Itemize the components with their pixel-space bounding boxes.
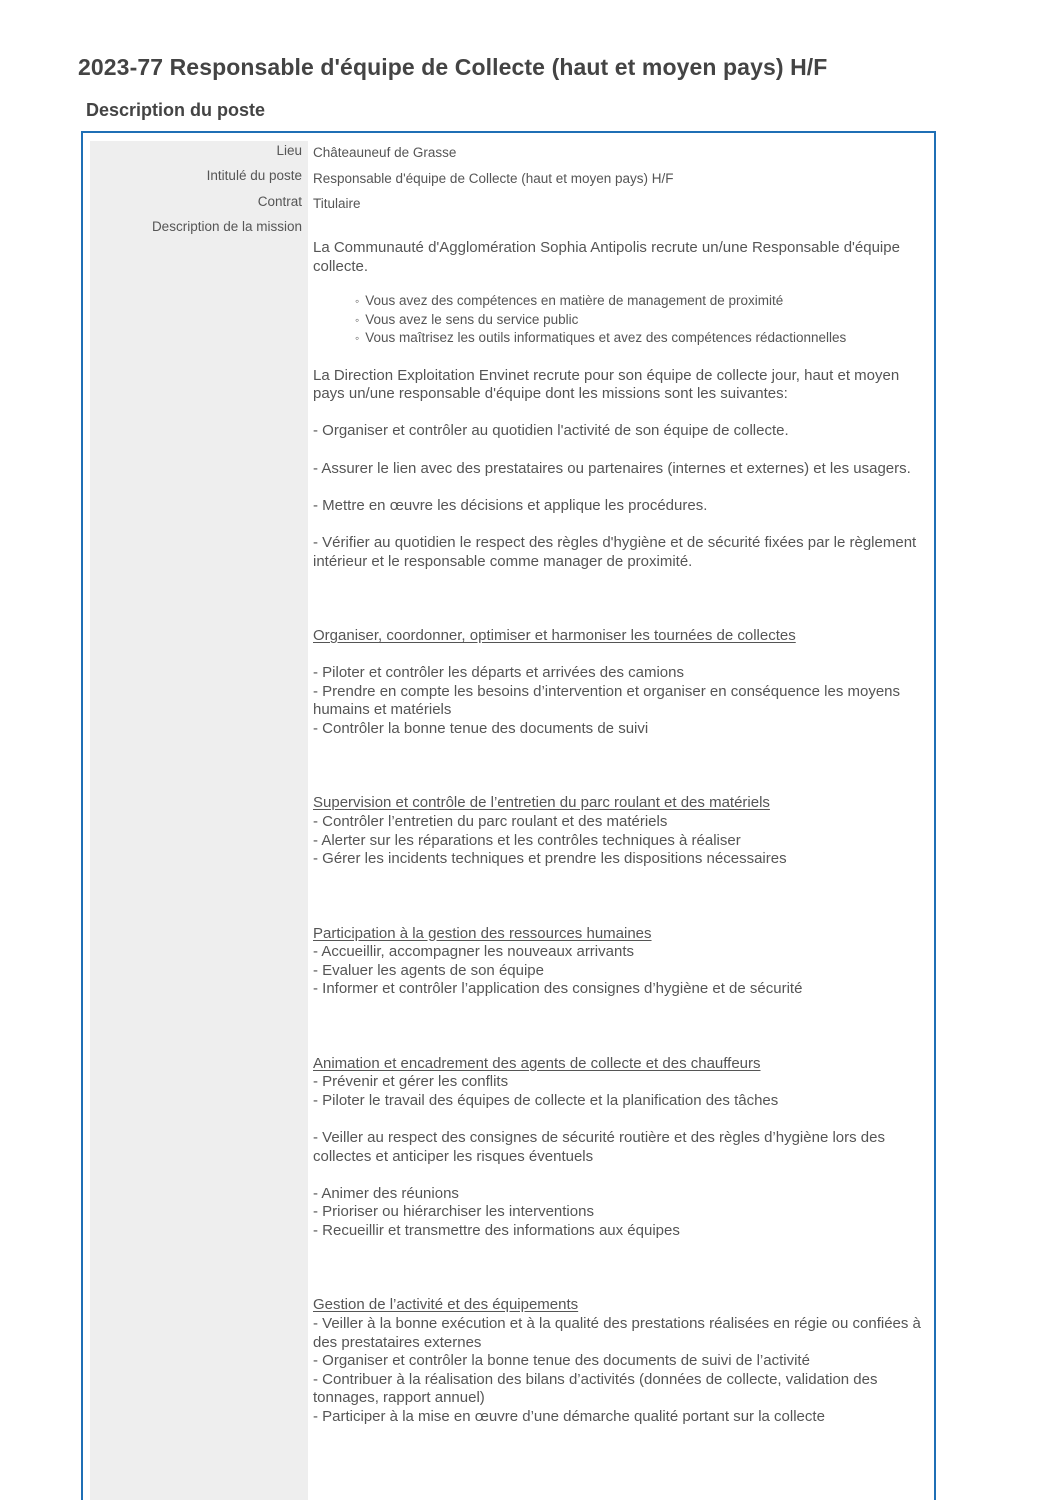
list-item: - Prévenir et gérer les conflits: [313, 1073, 509, 1091]
section-heading-animation: Animation et encadrement des agents de collecte et des chauffeurs: [313, 1054, 761, 1072]
section-heading-ressources-humaines: Participation à la gestion des ressources humaines: [313, 924, 652, 942]
list-item: - Prendre en compte les besoins d’intervention et organiser en conséquence les moyens humains et matériels: [313, 682, 901, 719]
list-item: - Piloter et contrôler les départs et arrivées des camions: [313, 664, 684, 682]
lieu-label: Lieu: [276, 143, 302, 158]
list-item: - Recueillir et transmettre des informations aux équipes: [313, 1222, 680, 1240]
label-column: [90, 141, 308, 1500]
list-item: - Informer et contrôler l’application des consignes d’hygiène et de sécurité: [313, 980, 803, 998]
list-item: - Gérer les incidents techniques et prendre les dispositions nécessaires: [313, 850, 787, 868]
list-item: - Participer à la mise en œuvre d’une démarche qualité portant sur la collecte: [313, 1408, 825, 1426]
list-item: - Contribuer à la réalisation des bilans d’activités (données de collecte, validation des tonnages, rapport annuel): [313, 1370, 878, 1407]
lieu-value: Châteauneuf de Grasse: [313, 145, 457, 160]
list-item: - Veiller à la bonne exécution et à la qualité des prestations réalisées en régie ou confiées à des prestataires externes: [313, 1315, 921, 1351]
section-heading-parc-roulant: Supervision et contrôle de l’entretien du parc roulant et des matériels: [313, 794, 770, 812]
list-item: ◦ Vous maîtrisez les outils informatiques et avez des compétences rédactionnelles: [355, 329, 928, 348]
job-description-panel: [81, 131, 936, 1500]
contrat-label: Contrat: [257, 194, 302, 209]
page-title: 2023-77 Responsable d'équipe de Collecte (haut et moyen pays) H/F: [78, 54, 828, 80]
list-item: - Piloter le travail des équipes de collecte et la planification des tâches: [313, 1091, 779, 1109]
section-heading-gestion-activite: Gestion de l’activité et des équipements: [313, 1296, 579, 1314]
contrat-value: Titulaire: [313, 196, 361, 211]
mission-label: Description de la mission: [151, 219, 302, 234]
mission-item: - Assurer le lien avec des prestataires ou partenaires (internes et externes) et les usagers.: [313, 459, 911, 477]
section-heading-tournees: Organiser, coordonner, optimiser et harmoniser les tournées de collectes: [313, 627, 796, 645]
list-item: ◦ Vous avez le sens du service public: [355, 311, 928, 330]
mission-item: - Organiser et contrôler au quotidien l'activité de son équipe de collecte.: [313, 422, 789, 440]
direction-paragraph: La Direction Exploitation Envinet recrute pour son équipe de collecte jour, haut et moyen pays un/une responsable d'équipe dont les missions sont les suivantes:: [313, 366, 900, 403]
list-item: - Alerter sur les réparations et les contrôles techniques à réaliser: [313, 831, 741, 849]
list-item: - Animer des réunions: [313, 1184, 459, 1202]
mission-item: - Mettre en œuvre les décisions et applique les procédures.: [313, 496, 708, 514]
intitule-value: Responsable d'équipe de Collecte (haut et moyen pays) H/F: [313, 171, 674, 186]
section-title: Description du poste: [86, 100, 266, 120]
mission-item: - Vérifier au quotidien le respect des règles d'hygiène et de sécurité fixées par le règlement intérieur et le responsable comme manager de proximité.: [313, 534, 917, 570]
list-item: - Contrôler l’entretien du parc roulant et des matériels: [313, 812, 668, 830]
profile-bullet-list: [313, 292, 928, 348]
list-item: - Evaluer les agents de son équipe: [313, 961, 544, 979]
intitule-label: Intitulé du poste: [206, 168, 302, 183]
mission-intro: La Communauté d'Agglomération Sophia Antipolis recrute un/une Responsable d'équipe collecte.: [313, 239, 900, 275]
list-item: - Veiller au respect des consignes de sécurité routière et des règles d’hygiène lors des collectes et anticiper les risques éventuels: [313, 1129, 885, 1165]
list-item: - Prioriser ou hiérarchiser les interventions: [313, 1203, 594, 1221]
list-item: ◦ Vous avez des compétences en matière de management de proximité: [355, 292, 928, 311]
mission-content: [313, 239, 928, 1427]
list-item: - Contrôler la bonne tenue des documents de suivi: [313, 719, 649, 737]
list-item: - Organiser et contrôler la bonne tenue des documents de suivi de l’activité: [313, 1352, 810, 1370]
list-item: - Accueillir, accompagner les nouveaux arrivants: [313, 943, 634, 961]
